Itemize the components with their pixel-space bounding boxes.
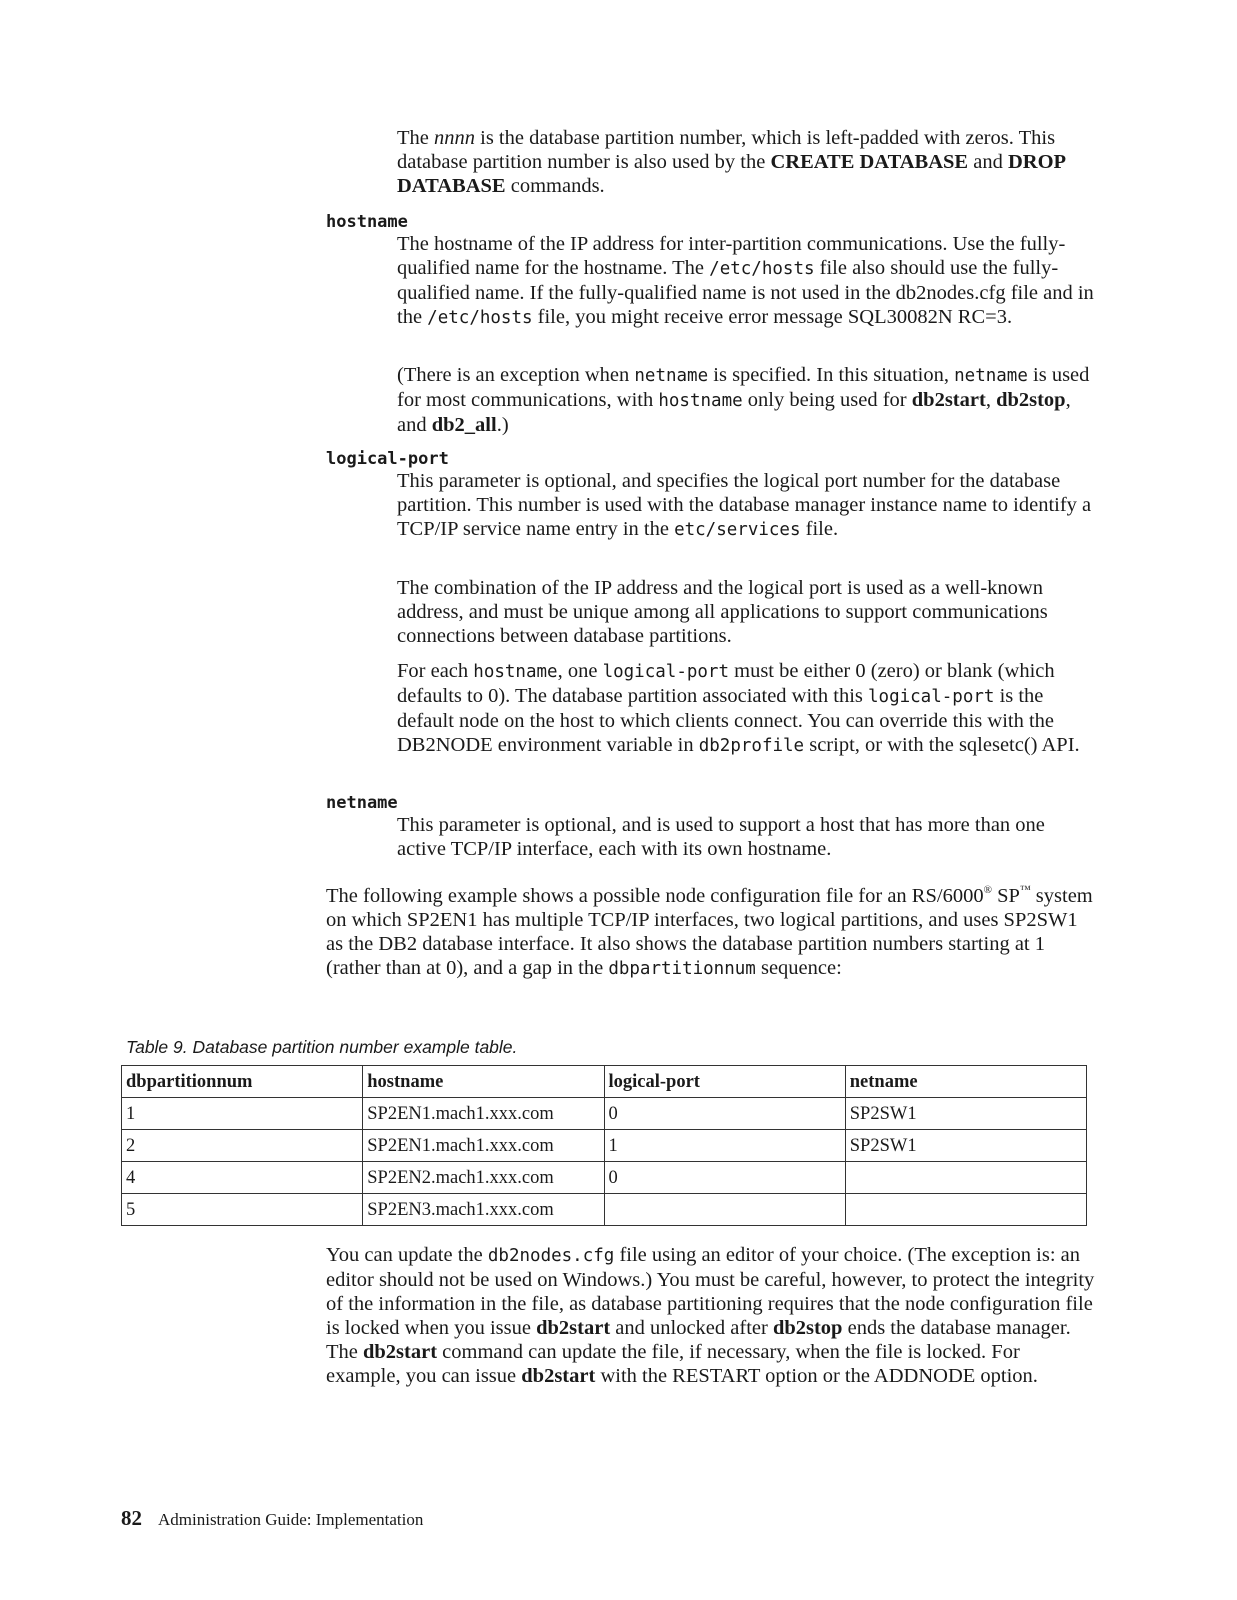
- table-cell: SP2SW1: [845, 1130, 1086, 1162]
- table-row: [122, 1194, 1087, 1226]
- footer-title: Administration Guide: Implementation: [158, 1510, 424, 1529]
- table-cell: 5: [122, 1194, 363, 1226]
- table-cell: 0: [604, 1162, 845, 1194]
- table-cell: SP2SW1: [845, 1098, 1086, 1130]
- table-cell: SP2EN1.mach1.xxx.com: [363, 1098, 604, 1130]
- table-header-row: [122, 1066, 1087, 1098]
- table-cell: SP2EN3.mach1.xxx.com: [363, 1194, 604, 1226]
- table-cell: 0: [604, 1098, 845, 1130]
- table-cell: 4: [122, 1162, 363, 1194]
- paragraph-update: You can update the db2nodes.cfg file using an editor of your choice. (The exception is: an editor should not be used on Windows.) You must be careful, however, to protect the integrity of the information in the file, as database partitioning requires that the node configuration file is locked when you issue db2start and unlocked after db2stop ends the database manager. The db2start command can update the file, if necessary, when the file is locked. For example, you can issue db2start with the RESTART option or the ADDNODE option.: [326, 1244, 1095, 1387]
- table-caption: Table 9. Database partition number example table.: [126, 1037, 518, 1057]
- column-header-hostname: hostname: [363, 1066, 604, 1098]
- term-hostname: hostname: [326, 212, 408, 232]
- partition-table: [121, 1065, 1087, 1226]
- table-row: [122, 1130, 1087, 1162]
- table-cell: [845, 1162, 1086, 1194]
- paragraph-hostname-1: The hostname of the IP address for inter-partition communications. Use the fully-qualified name for the hostname. The /etc/hosts file also should use the fully-qualified name. If the fully-qualified name is not used in the db2nodes.cfg file and in the /etc/hosts file, you might receive error message SQL30082N RC=3.: [397, 233, 1094, 328]
- table-row: [122, 1098, 1087, 1130]
- table-cell: 1: [604, 1130, 845, 1162]
- table-cell: [845, 1194, 1086, 1226]
- paragraph-logical-port-3: For each hostname, one logical-port must be either 0 (zero) or blank (which defaults to 0). The database partition associated with this logical-port is the default node on the host to which clients connect. You can override this with the DB2NODE environment variable in db2profile script, or with the sqlesetc() API.: [397, 660, 1080, 756]
- table-cell: 1: [122, 1098, 363, 1130]
- column-header-logical-port: logical-port: [604, 1066, 845, 1098]
- page-footer: [121, 1506, 423, 1532]
- paragraph-netname: This parameter is optional, and is used to support a host that has more than one active TCP/IP interface, each with its own hostname.: [397, 814, 1045, 860]
- table-cell: SP2EN1.mach1.xxx.com: [363, 1130, 604, 1162]
- paragraph-example: The following example shows a possible node configuration file for an RS/6000® SP™ system on which SP2EN1 has multiple TCP/IP interfaces, two logical partitions, and uses SP2SW1 as the DB2 database interface. It also shows the database partition numbers starting at 1 (rather than at 0), and a gap in the dbpartitionnum sequence:: [326, 884, 1093, 979]
- paragraph-nnnn: The nnnn is the database partition number, which is left-padded with zeros. This database partition number is also used by the CREATE DATABASE and DROP DATABASE commands.: [397, 127, 1065, 197]
- term-netname: netname: [326, 793, 398, 813]
- paragraph-hostname-2: (There is an exception when netname is specified. In this situation, netname is used for most communications, with hostname only being used for db2start, db2stop, and db2_all.): [397, 364, 1090, 436]
- column-header-dbpartitionnum: dbpartitionnum: [122, 1066, 363, 1098]
- trademark-mark: ™: [1019, 884, 1031, 896]
- paragraph-logical-port-2: The combination of the IP address and the logical port is used as a well-known address, and must be unique among all applications to support communications connections between database partitions.: [397, 577, 1048, 647]
- table-cell: [604, 1194, 845, 1226]
- table-row: [122, 1162, 1087, 1194]
- paragraph-logical-port-1: This parameter is optional, and specifies the logical port number for the database partition. This number is used with the database manager instance name to identify a TCP/IP service name entry in the etc/services file.: [397, 470, 1092, 540]
- table-cell: SP2EN2.mach1.xxx.com: [363, 1162, 604, 1194]
- registered-mark: ®: [983, 884, 992, 896]
- page-number: 82: [121, 1506, 142, 1530]
- table-cell: 2: [122, 1130, 363, 1162]
- term-logical-port: logical-port: [326, 449, 449, 469]
- column-header-netname: netname: [845, 1066, 1086, 1098]
